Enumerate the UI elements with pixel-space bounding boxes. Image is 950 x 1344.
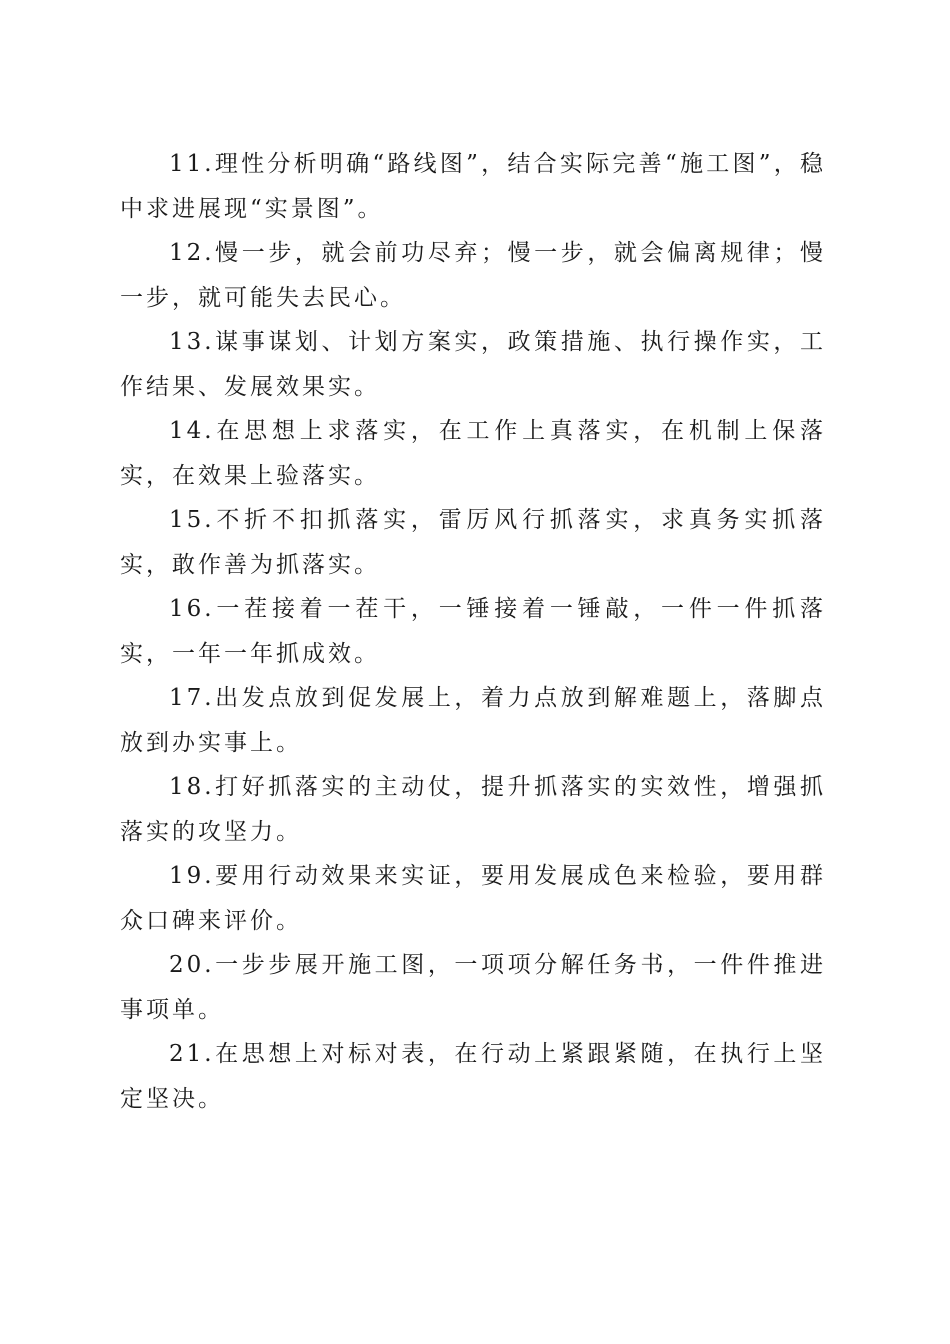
document-body	[120, 142, 826, 1121]
paragraph-18: 18.打好抓落实的主动仗，提升抓落实的实效性，增强抓落实的攻坚力。	[120, 774, 826, 845]
paragraph-19: 19.要用行动效果来实证，要用发展成色来检验，要用群众口碑来评价。	[120, 863, 826, 934]
paragraph-14: 14.在思想上求落实，在工作上真落实，在机制上保落实，在效果上验落实。	[120, 418, 826, 489]
paragraph-12: 12.慢一步，就会前功尽弃；慢一步，就会偏离规律；慢一步，就可能失去民心。	[120, 240, 826, 311]
paragraph-16: 16.一茬接着一茬干，一锤接着一锤敲，一件一件抓落实，一年一年抓成效。	[120, 596, 826, 667]
paragraph-15: 15.不折不扣抓落实，雷厉风行抓落实，求真务实抓落实，敢作善为抓落实。	[120, 507, 826, 578]
paragraph-21: 21.在思想上对标对表，在行动上紧跟紧随，在执行上坚定坚决。	[120, 1041, 826, 1112]
paragraph-11: 11.理性分析明确“路线图”，结合实际完善“施工图”，稳中求进展现“实景图”。	[120, 151, 826, 222]
paragraph-13: 13.谋事谋划、计划方案实，政策措施、执行操作实，工作结果、发展效果实。	[120, 329, 826, 400]
paragraph-20: 20.一步步展开施工图，一项项分解任务书，一件件推进事项单。	[120, 952, 826, 1023]
paragraph-17: 17.出发点放到促发展上，着力点放到解难题上，落脚点放到办实事上。	[120, 685, 826, 756]
